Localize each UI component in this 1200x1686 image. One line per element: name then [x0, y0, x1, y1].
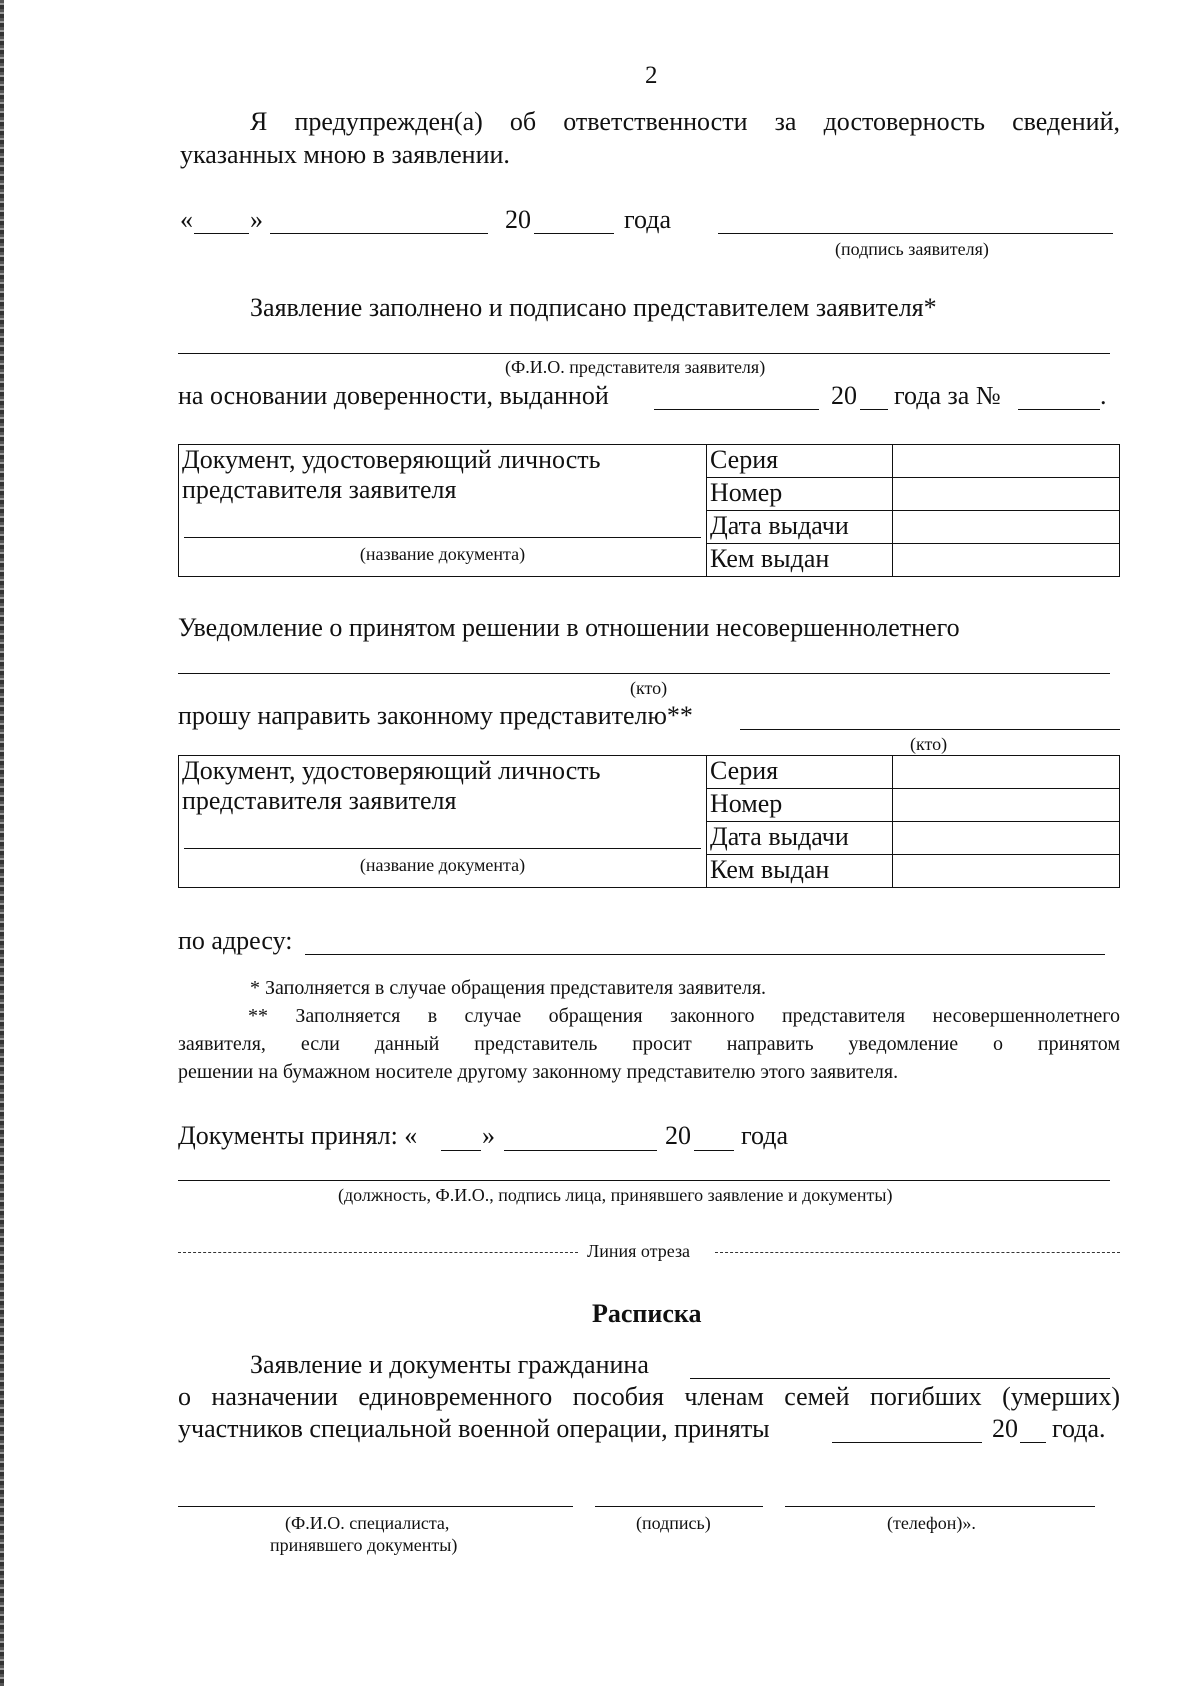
document-name-caption: (название документа) [359, 855, 526, 875]
year-field[interactable] [534, 233, 614, 234]
receipt-line-1: Заявление и документы гражданина [250, 1350, 649, 1379]
issue-date-label: Дата выдачи [707, 822, 893, 855]
proxy-date-field[interactable] [654, 409, 819, 410]
warning-line-1: Я предупрежден(а) об ответственности за достоверность сведений, [250, 107, 1120, 136]
specialist-caption-1: (Ф.И.О. специалиста, [285, 1513, 450, 1533]
citizen-name-field[interactable] [690, 1378, 1110, 1379]
address-label: по адресу: [178, 926, 293, 955]
day-field[interactable] [194, 233, 249, 234]
proxy-year-suffix: года за № [894, 381, 1001, 410]
issued-by-field[interactable] [893, 544, 1120, 577]
issue-date-field[interactable] [893, 822, 1120, 855]
accepted-day-field[interactable] [441, 1150, 481, 1151]
signature-caption: (подпись заявителя) [835, 239, 989, 259]
applicant-signature-field[interactable] [718, 233, 1113, 234]
series-field[interactable] [893, 756, 1120, 789]
document-label-line-1: Документ, удостоверяющий личность [182, 445, 601, 474]
scan-edge [0, 0, 4, 1686]
specialist-signature-field[interactable] [595, 1506, 763, 1507]
representative-heading: Заявление заполнено и подписано представителем заявителя* [250, 293, 937, 322]
accepted-year-prefix: 20 [665, 1121, 691, 1150]
date-close-quote: » [250, 205, 263, 234]
specialist-caption-2: принявшего документы) [270, 1535, 458, 1555]
basis-text: на основании доверенности, выданной [178, 381, 609, 410]
warning-line-2: указанных мною в заявлении. [180, 140, 510, 169]
number-label: Номер [707, 789, 893, 822]
footnote-2-line-1: ** Заполняется в случае обращения законного представителя несовершеннолетнего [248, 1005, 1120, 1027]
accepted-close-quote: » [482, 1121, 495, 1150]
proxy-year-prefix: 20 [831, 381, 857, 410]
proxy-period: . [1100, 381, 1107, 410]
footnote-2-line-2: заявителя, если данный представитель просит направить уведомление о принятом [178, 1033, 1120, 1055]
cut-line-right [715, 1252, 1120, 1253]
accepted-by-field[interactable] [178, 1180, 1110, 1181]
cut-line-label: Линия отреза [587, 1241, 691, 1261]
number-label: Номер [707, 478, 893, 511]
issued-by-field[interactable] [893, 855, 1120, 888]
accepted-year-word: года [741, 1121, 789, 1150]
receipt-year-prefix: 20 [992, 1414, 1018, 1443]
year-prefix: 20 [505, 205, 531, 234]
footnote-2-line-3: решении на бумажном носителе другому законному представителю этого заявителя. [178, 1061, 899, 1083]
receipt-year-word: года. [1052, 1414, 1106, 1443]
issue-date-field[interactable] [893, 511, 1120, 544]
footnote-1: * Заполняется в случае обращения представителя заявителя. [250, 977, 767, 999]
document-label-line-1: Документ, удостоверяющий личность [182, 756, 601, 785]
receipt-line-3: участников специальной военной операции, приняты [178, 1414, 770, 1443]
accepted-month-field[interactable] [504, 1150, 657, 1151]
date-open-quote: « [180, 205, 193, 234]
accepted-label: Документы принял: « [178, 1121, 418, 1150]
month-field[interactable] [270, 233, 488, 234]
identity-document-table-1 [178, 444, 1120, 577]
series-label: Серия [707, 756, 893, 789]
page-number: 2 [645, 62, 658, 89]
who-caption: (кто) [630, 678, 668, 698]
proxy-year-field[interactable] [860, 409, 888, 410]
issued-by-label: Кем выдан [707, 855, 893, 888]
minor-who-field[interactable] [178, 673, 1110, 674]
who-caption-2: (кто) [910, 734, 948, 754]
proxy-number-field[interactable] [1018, 409, 1100, 410]
address-field[interactable] [305, 954, 1105, 955]
accepted-caption: (должность, Ф.И.О., подпись лица, принявшего заявление и документы) [338, 1185, 893, 1205]
document-name-caption: (название документа) [359, 544, 526, 564]
specialist-name-field[interactable] [178, 1506, 573, 1507]
issued-by-label: Кем выдан [707, 544, 893, 577]
phone-caption: (телефон)». [887, 1513, 976, 1533]
year-word: года [624, 205, 672, 234]
document-name-field[interactable] [184, 537, 701, 538]
series-label: Серия [707, 445, 893, 478]
document-label-line-2: представителя заявителя [182, 786, 457, 815]
accepted-year-field[interactable] [694, 1150, 734, 1151]
cut-line-left [178, 1252, 578, 1253]
number-field[interactable] [893, 478, 1120, 511]
representative-fio-caption: (Ф.И.О. представителя заявителя) [505, 357, 766, 377]
series-field[interactable] [893, 445, 1120, 478]
issue-date-label: Дата выдачи [707, 511, 893, 544]
document-label-line-2: представителя заявителя [182, 475, 457, 504]
receipt-line-2: о назначении единовременного пособия членам семей погибших (умерших) [178, 1382, 1120, 1411]
notification-heading: Уведомление о принятом решении в отношении несовершеннолетнего [178, 613, 960, 642]
legal-representative-field[interactable] [740, 729, 1120, 730]
receipt-title: Расписка [592, 1299, 702, 1328]
document-name-cell [179, 756, 707, 888]
specialist-phone-field[interactable] [785, 1506, 1095, 1507]
request-text: прошу направить законному представителю** [178, 701, 693, 730]
receipt-year-field[interactable] [1020, 1442, 1046, 1443]
document-name-cell [179, 445, 707, 577]
representative-fio-field[interactable] [178, 353, 1110, 354]
document-name-field[interactable] [184, 848, 701, 849]
number-field[interactable] [893, 789, 1120, 822]
receipt-date-field[interactable] [832, 1442, 982, 1443]
signature-caption-receipt: (подпись) [636, 1513, 711, 1533]
identity-document-table-2 [178, 755, 1120, 888]
